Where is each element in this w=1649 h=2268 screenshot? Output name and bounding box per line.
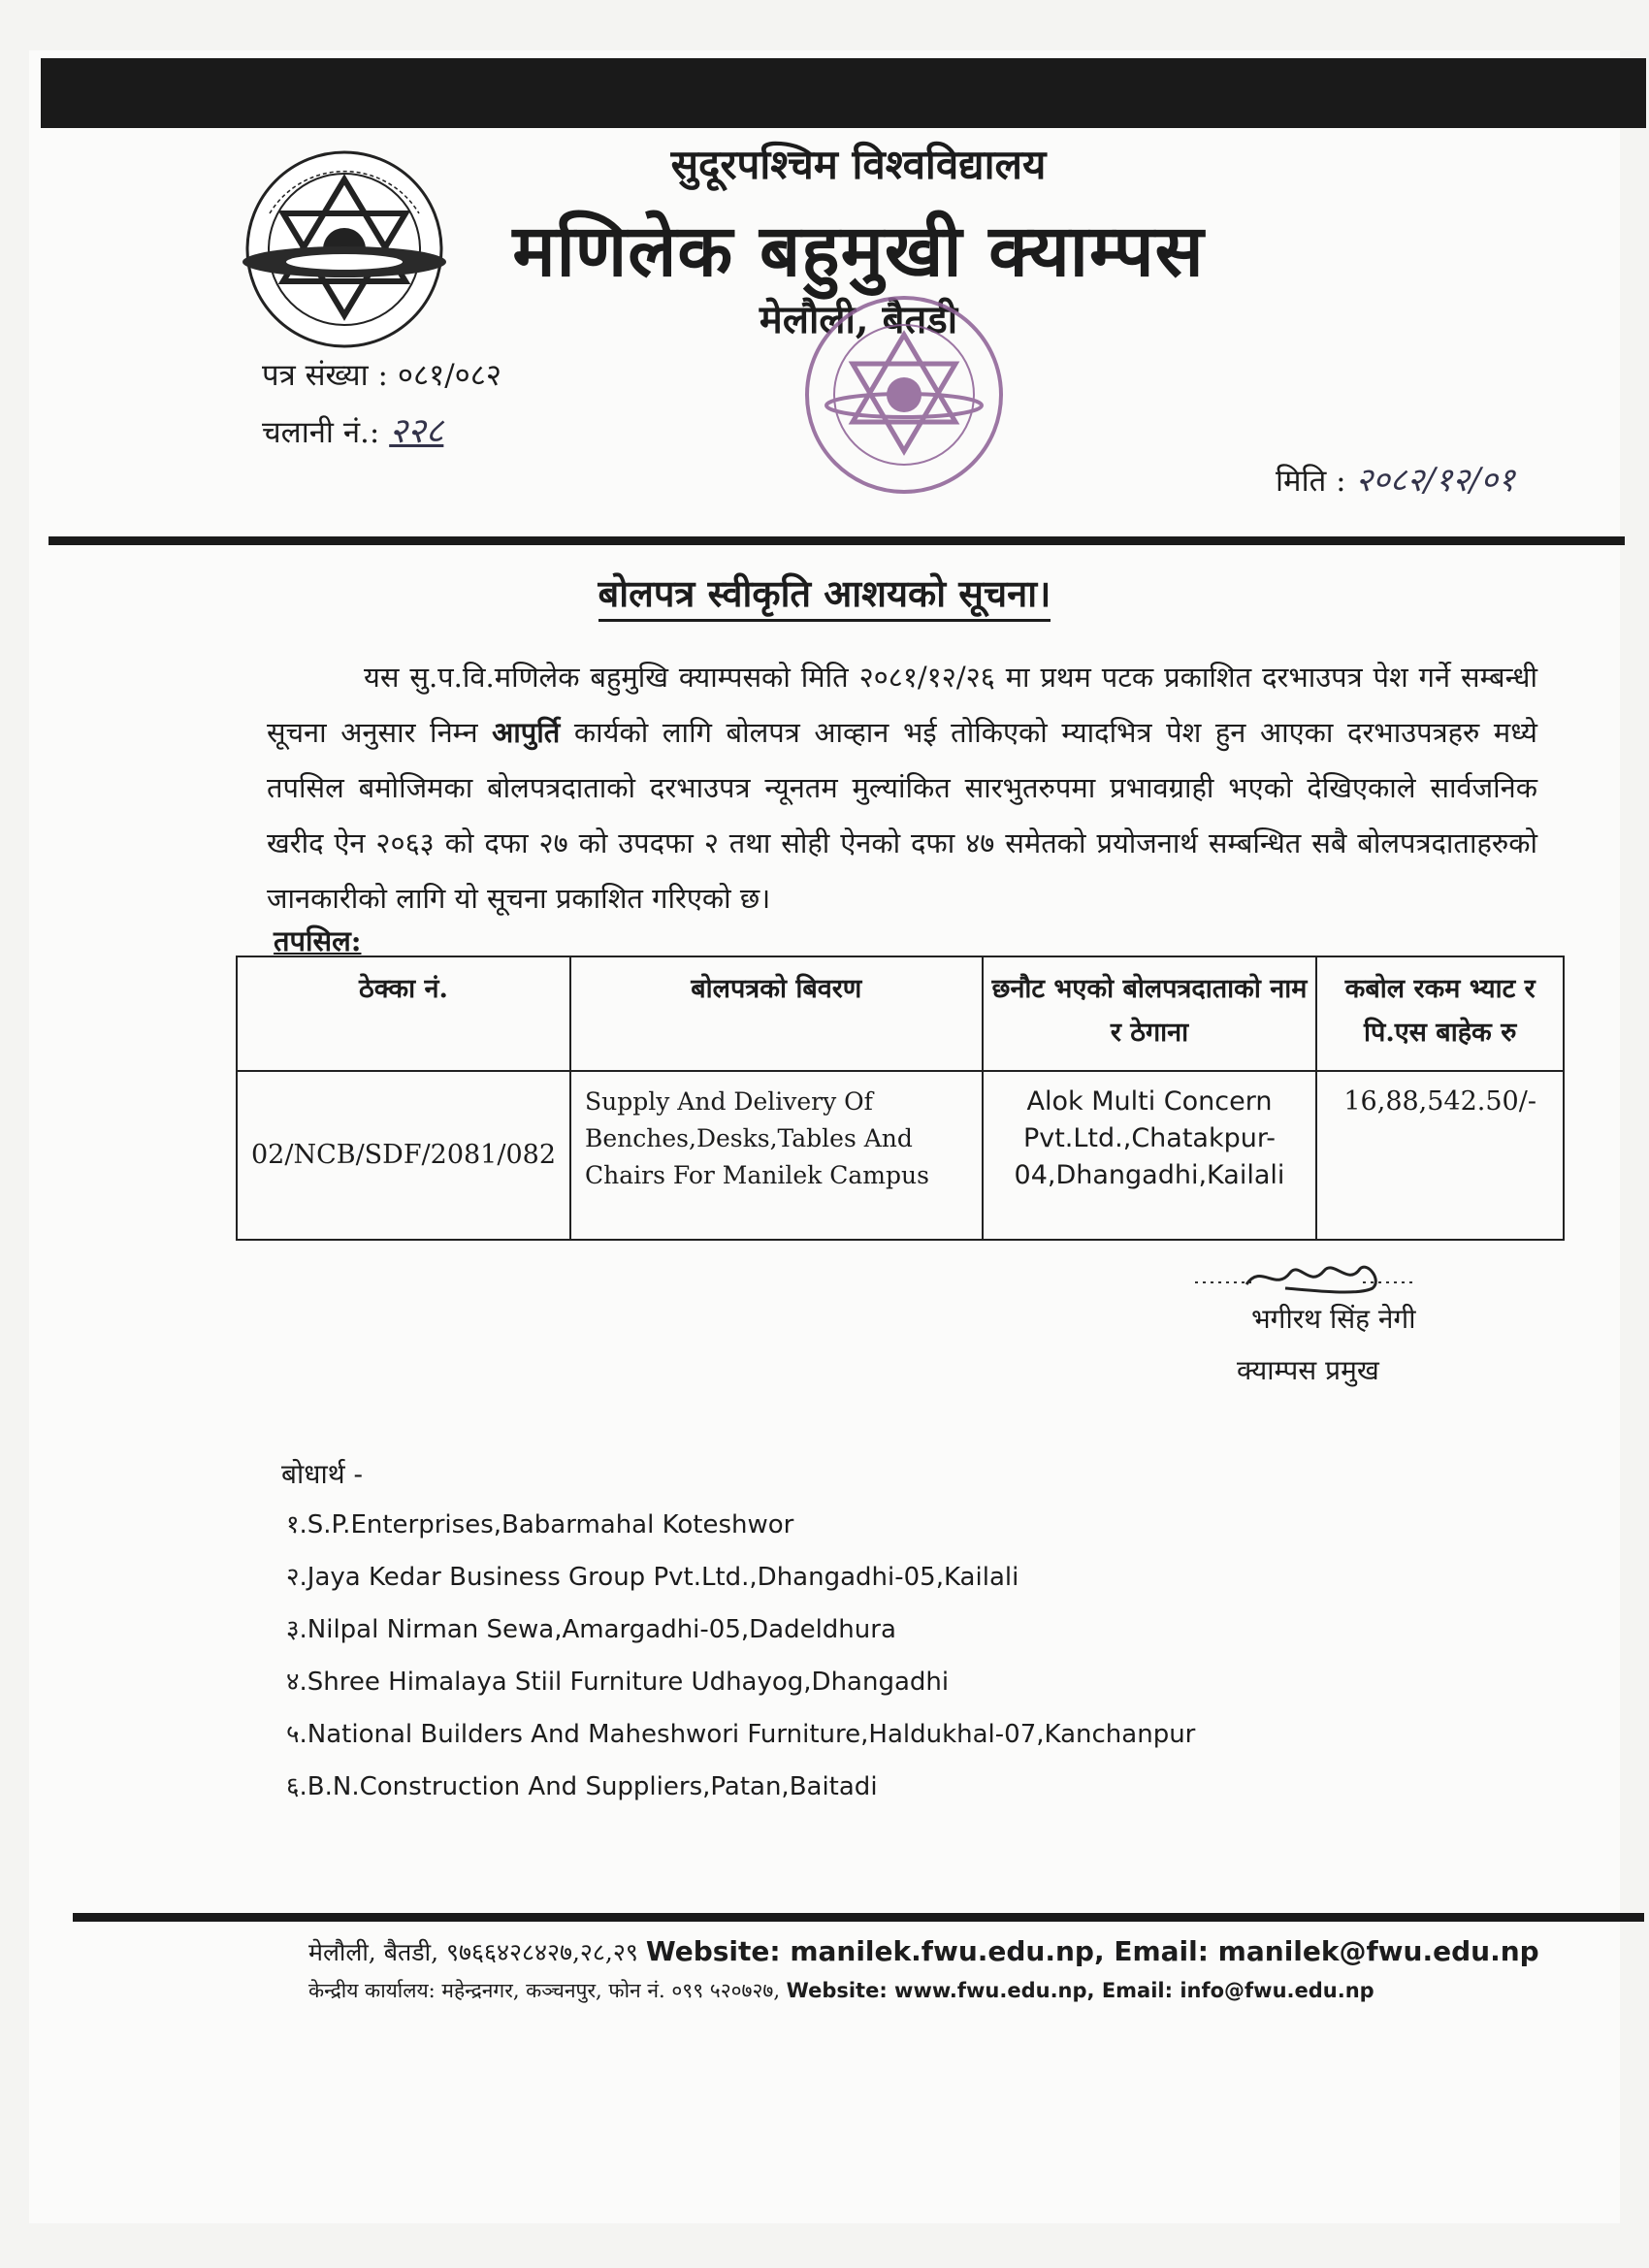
list-item: ६.B.N.Construction And Suppliers,Patan,Baitadi [286, 1772, 878, 1801]
recipients-label: बोधार्थ - [281, 1458, 363, 1490]
cell-contract-no: 02/NCB/SDF/2081/082 [237, 1071, 570, 1240]
notice-body-part1: यस सु.प.वि.मणिलेक बहुमुखि क्याम्पसको मिति २०८१/१२/२६ मा प्रथम पटक प्रकाशित दरभाउपत्र पेश गर्ने सम्बन्धी सूचना अनुसार निम्न [267, 661, 1537, 749]
footer-central-web: Website: www.fwu.edu.np, Email: info@fwu.edu.np [786, 1979, 1374, 2002]
reference-number [262, 354, 501, 395]
list-item: ४.Shree Himalaya Stiil Furniture Udhayog,Dhangadhi [286, 1668, 950, 1697]
table-header-row [237, 956, 1564, 1071]
header-divider [48, 536, 1625, 545]
campus-stamp [800, 291, 1009, 500]
header-top-bar [41, 58, 1646, 128]
dispatch-value: २२८ [389, 411, 444, 451]
date-value: २०८२/१२/०१ [1355, 461, 1515, 500]
reference-value: ०८१/०८२ [397, 358, 502, 393]
tender-table [236, 956, 1565, 1241]
header-contract-no: ठेक्का नं. [237, 956, 570, 1071]
details-label: तपसिल: [274, 924, 362, 957]
cell-amount: 16,88,542.50/- [1316, 1071, 1564, 1240]
notice-body [267, 650, 1537, 926]
recipients-list [286, 1499, 1195, 1813]
dispatch-label: चलानी नं.: [262, 415, 380, 450]
footer-central-office [308, 1977, 1374, 2004]
list-item: ५.National Builders And Maheshwori Furniture,Haldukhal-07,Kanchanpur [286, 1720, 1196, 1749]
signatory-title: क्याम्पस प्रमुख [1237, 1354, 1379, 1386]
reference-label: पत्र संख्या : [262, 358, 388, 393]
cell-bidder: Alok Multi Concern Pvt.Ltd.,Chatakpur-04,Dhangadhi,Kailali [983, 1071, 1317, 1240]
header-amount: कबोल रकम भ्याट र पि.एस बाहेक रु [1316, 956, 1564, 1071]
notice-body-bold: आपुर्ति [492, 716, 561, 749]
notice-title: बोलपत्र स्वीकृति आशयको सूचना। [0, 567, 1649, 618]
notice-body-part2: कार्यको लागि बोलपत्र आव्हान भई तोकिएको म्यादभित्र पेश हुन आएका दरभाउपत्रहरु मध्ये तपसिल बमोजिमका बोलपत्रदाताको दरभाउपत्र न्यूनतम मुल्यांकित सारभुतरुपमा प्रभावग्राही भएको देखिएकाले सार्वजनिक खरीद ऐन २०६३ को दफा २७ को उपदफा २ तथा सोही ऐनको दफा ४७ समेतको प्रयोजनार्थ सम्बन्धित सबै बोलपत्रदाताहरुको जानकारीको लागि यो सूचना प्रकाशित गरिएको छ। [267, 716, 1537, 915]
signatory-name: भगीरथ सिंह नेगी [1251, 1303, 1416, 1335]
campus-address: मेलौली, बैतडी [759, 297, 958, 342]
university-name: सुदूरपश्चिम विश्वविद्यालय [670, 141, 1047, 188]
table-row [237, 1071, 1564, 1240]
footer-campus-address: मेलौली, बैतडी, ९७६६४२८४२७,२८,२९ [308, 1938, 646, 1966]
list-item: २.Jaya Kedar Business Group Pvt.Ltd.,Dhangadhi-05,Kailali [286, 1563, 1019, 1592]
footer-divider [73, 1913, 1644, 1922]
list-item: १.S.P.Enterprises,Babarmahal Koteshwor [286, 1510, 794, 1539]
dispatch-number [262, 405, 443, 453]
footer-campus-web: Website: manilek.fwu.edu.np, Email: manilek@fwu.edu.np [645, 1935, 1539, 1967]
footer-campus-contact [308, 1935, 1539, 1968]
header-bidder: छनौट भएको बोलपत्रदाताको नाम र ठेगाना [983, 956, 1317, 1071]
campus-name: मणिलेक बहुमुखी क्याम्पस [512, 210, 1205, 293]
cell-description: Supply And Delivery Of Benches,Desks,Tables And Chairs For Manilek Campus [570, 1071, 983, 1240]
header-description: बोलपत्रको बिवरण [570, 956, 983, 1071]
date-label: मिति : [1276, 464, 1346, 499]
list-item: ३.Nilpal Nirman Sewa,Amargadhi-05,Dadeldhura [286, 1615, 896, 1644]
footer-central-address: केन्द्रीय कार्यालय: महेन्द्रनगर, कञ्चनपुर, फोन नं. ०९९ ५२०७२७, [308, 1979, 787, 2002]
letter-date [1276, 456, 1515, 501]
